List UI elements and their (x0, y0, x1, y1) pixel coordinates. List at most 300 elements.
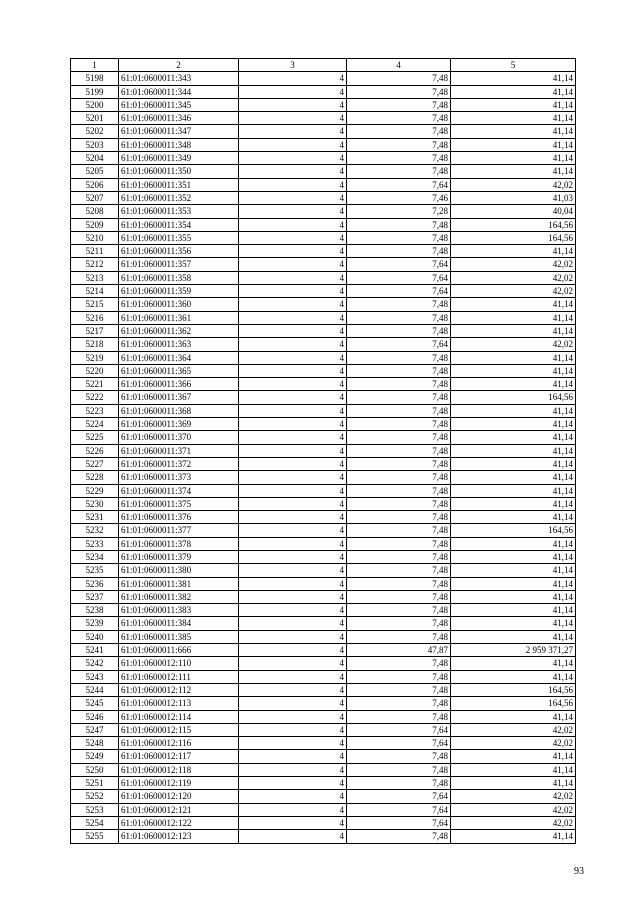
cadastral-number-cell: 61:01:0600011:376 (119, 511, 239, 524)
category-cell: 4 (239, 777, 347, 790)
category-cell: 4 (239, 723, 347, 736)
row-number-cell: 5204 (71, 152, 119, 165)
table-row (71, 191, 576, 204)
table-row (71, 85, 576, 98)
cadastral-number-cell: 61:01:0600011:380 (119, 564, 239, 577)
amount-cell: 42,02 (451, 338, 576, 351)
amount-cell: 42,02 (451, 816, 576, 829)
category-cell: 4 (239, 697, 347, 710)
value-cell: 7,48 (347, 524, 451, 537)
cadastral-number-cell: 61:01:0600011:666 (119, 644, 239, 657)
row-number-cell: 5226 (71, 444, 119, 457)
row-number-cell: 5236 (71, 577, 119, 590)
amount-cell: 41,14 (451, 484, 576, 497)
column-header-4: 4 (347, 59, 451, 72)
category-cell: 4 (239, 484, 347, 497)
value-cell: 7,48 (347, 590, 451, 603)
table-row (71, 338, 576, 351)
cadastral-number-cell: 61:01:0600011:360 (119, 298, 239, 311)
category-cell: 4 (239, 617, 347, 630)
amount-cell: 42,02 (451, 723, 576, 736)
table-row (71, 737, 576, 750)
table-row (71, 830, 576, 843)
category-cell: 4 (239, 205, 347, 218)
table-row (71, 324, 576, 337)
cadastral-number-cell: 61:01:0600011:383 (119, 604, 239, 617)
row-number-cell: 5243 (71, 670, 119, 683)
amount-cell: 41,14 (451, 590, 576, 603)
cadastral-number-cell: 61:01:0600011:364 (119, 351, 239, 364)
table-row (71, 777, 576, 790)
category-cell: 4 (239, 311, 347, 324)
value-cell: 7,48 (347, 670, 451, 683)
cadastral-number-cell: 61:01:0600012:110 (119, 657, 239, 670)
row-number-cell: 5249 (71, 750, 119, 763)
cadastral-number-cell: 61:01:0600011:369 (119, 418, 239, 431)
table-row (71, 537, 576, 550)
table-row (71, 391, 576, 404)
cadastral-number-cell: 61:01:0600012:113 (119, 697, 239, 710)
cadastral-number-cell: 61:01:0600012:123 (119, 830, 239, 843)
value-cell: 7,64 (347, 816, 451, 829)
cadastral-number-cell: 61:01:0600011:367 (119, 391, 239, 404)
table-row (71, 750, 576, 763)
row-number-cell: 5201 (71, 112, 119, 125)
amount-cell: 41,14 (451, 564, 576, 577)
cadastral-number-cell: 61:01:0600011:352 (119, 191, 239, 204)
table-row (71, 298, 576, 311)
cadastral-number-cell: 61:01:0600012:121 (119, 803, 239, 816)
category-cell: 4 (239, 577, 347, 590)
value-cell: 7,48 (347, 763, 451, 776)
amount-cell: 41,14 (451, 444, 576, 457)
value-cell: 7,48 (347, 444, 451, 457)
category-cell: 4 (239, 657, 347, 670)
table-row (71, 404, 576, 417)
amount-cell: 41,14 (451, 378, 576, 391)
cadastral-number-cell: 61:01:0600011:379 (119, 550, 239, 563)
table-header (71, 59, 576, 72)
value-cell: 7,48 (347, 497, 451, 510)
table-row (71, 564, 576, 577)
amount-cell: 41,14 (451, 550, 576, 563)
amount-cell: 41,14 (451, 418, 576, 431)
value-cell: 7,48 (347, 750, 451, 763)
row-number-cell: 5237 (71, 590, 119, 603)
value-cell: 7,48 (347, 710, 451, 723)
amount-cell: 42,02 (451, 803, 576, 816)
row-number-cell: 5219 (71, 351, 119, 364)
cadastral-number-cell: 61:01:0600011:357 (119, 258, 239, 271)
amount-cell: 41,14 (451, 152, 576, 165)
cadastral-number-cell: 61:01:0600011:349 (119, 152, 239, 165)
amount-cell: 41,03 (451, 191, 576, 204)
category-cell: 4 (239, 218, 347, 231)
category-cell: 4 (239, 351, 347, 364)
value-cell: 7,48 (347, 152, 451, 165)
category-cell: 4 (239, 298, 347, 311)
row-number-cell: 5210 (71, 231, 119, 244)
cadastral-number-cell: 61:01:0600012:115 (119, 723, 239, 736)
amount-cell: 42,02 (451, 178, 576, 191)
row-number-cell: 5215 (71, 298, 119, 311)
cadastral-number-cell: 61:01:0600012:120 (119, 790, 239, 803)
table-body (71, 72, 576, 843)
amount-cell: 41,14 (451, 750, 576, 763)
amount-cell: 41,14 (451, 830, 576, 843)
table-row (71, 138, 576, 151)
category-cell: 4 (239, 550, 347, 563)
amount-cell: 41,14 (451, 777, 576, 790)
row-number-cell: 5198 (71, 72, 119, 85)
category-cell: 4 (239, 98, 347, 111)
amount-cell: 41,14 (451, 112, 576, 125)
value-cell: 7,48 (347, 550, 451, 563)
cadastral-number-cell: 61:01:0600011:382 (119, 590, 239, 603)
amount-cell: 41,14 (451, 670, 576, 683)
cadastral-number-cell: 61:01:0600011:370 (119, 431, 239, 444)
table-row (71, 125, 576, 138)
row-number-cell: 5203 (71, 138, 119, 151)
row-number-cell: 5240 (71, 630, 119, 643)
table-row (71, 457, 576, 470)
category-cell: 4 (239, 537, 347, 550)
table-row (71, 497, 576, 510)
value-cell: 7,46 (347, 191, 451, 204)
table-row (71, 683, 576, 696)
row-number-cell: 5245 (71, 697, 119, 710)
value-cell: 7,48 (347, 98, 451, 111)
cadastral-number-cell: 61:01:0600012:114 (119, 710, 239, 723)
row-number-cell: 5218 (71, 338, 119, 351)
row-number-cell: 5211 (71, 245, 119, 258)
row-number-cell: 5217 (71, 324, 119, 337)
category-cell: 4 (239, 790, 347, 803)
value-cell: 7,48 (347, 245, 451, 258)
table-row (71, 790, 576, 803)
row-number-cell: 5250 (71, 763, 119, 776)
column-header-5: 5 (451, 59, 576, 72)
amount-cell: 41,14 (451, 351, 576, 364)
category-cell: 4 (239, 404, 347, 417)
row-number-cell: 5222 (71, 391, 119, 404)
row-number-cell: 5248 (71, 737, 119, 750)
amount-cell: 164,56 (451, 683, 576, 696)
row-number-cell: 5225 (71, 431, 119, 444)
value-cell: 7,48 (347, 564, 451, 577)
value-cell: 7,64 (347, 723, 451, 736)
value-cell: 7,48 (347, 351, 451, 364)
cadastral-number-cell: 61:01:0600012:118 (119, 763, 239, 776)
row-number-cell: 5253 (71, 803, 119, 816)
column-header-3: 3 (239, 59, 347, 72)
row-number-cell: 5255 (71, 830, 119, 843)
cadastral-number-cell: 61:01:0600011:368 (119, 404, 239, 417)
amount-cell: 41,14 (451, 763, 576, 776)
category-cell: 4 (239, 444, 347, 457)
value-cell: 7,48 (347, 683, 451, 696)
category-cell: 4 (239, 737, 347, 750)
category-cell: 4 (239, 683, 347, 696)
value-cell: 7,48 (347, 231, 451, 244)
amount-cell: 41,14 (451, 311, 576, 324)
value-cell: 7,48 (347, 165, 451, 178)
category-cell: 4 (239, 750, 347, 763)
category-cell: 4 (239, 564, 347, 577)
table-row (71, 178, 576, 191)
category-cell: 4 (239, 816, 347, 829)
cadastral-number-cell: 61:01:0600011:343 (119, 72, 239, 85)
amount-cell: 42,02 (451, 258, 576, 271)
table-row (71, 590, 576, 603)
row-number-cell: 5238 (71, 604, 119, 617)
table-row (71, 218, 576, 231)
table-row (71, 511, 576, 524)
category-cell: 4 (239, 710, 347, 723)
amount-cell: 42,02 (451, 790, 576, 803)
cadastral-number-cell: 61:01:0600012:111 (119, 670, 239, 683)
row-number-cell: 5239 (71, 617, 119, 630)
row-number-cell: 5213 (71, 271, 119, 284)
amount-cell: 164,56 (451, 218, 576, 231)
value-cell: 7,48 (347, 311, 451, 324)
row-number-cell: 5246 (71, 710, 119, 723)
cadastral-number-cell: 61:01:0600012:112 (119, 683, 239, 696)
value-cell: 7,48 (347, 125, 451, 138)
table-row (71, 550, 576, 563)
table-row (71, 364, 576, 377)
value-cell: 7,48 (347, 697, 451, 710)
value-cell: 7,48 (347, 537, 451, 550)
row-number-cell: 5242 (71, 657, 119, 670)
cadastral-number-cell: 61:01:0600011:347 (119, 125, 239, 138)
category-cell: 4 (239, 524, 347, 537)
row-number-cell: 5252 (71, 790, 119, 803)
category-cell: 4 (239, 112, 347, 125)
value-cell: 7,64 (347, 737, 451, 750)
value-cell: 7,48 (347, 577, 451, 590)
cadastral-number-cell: 61:01:0600011:350 (119, 165, 239, 178)
value-cell: 7,48 (347, 777, 451, 790)
table-row (71, 617, 576, 630)
cadastral-number-cell: 61:01:0600011:375 (119, 497, 239, 510)
amount-cell: 41,14 (451, 497, 576, 510)
value-cell: 7,64 (347, 803, 451, 816)
amount-cell: 42,02 (451, 271, 576, 284)
row-number-cell: 5233 (71, 537, 119, 550)
category-cell: 4 (239, 364, 347, 377)
amount-cell: 41,14 (451, 85, 576, 98)
value-cell: 7,64 (347, 178, 451, 191)
row-number-cell: 5209 (71, 218, 119, 231)
category-cell: 4 (239, 418, 347, 431)
value-cell: 7,48 (347, 298, 451, 311)
cadastral-number-cell: 61:01:0600011:361 (119, 311, 239, 324)
category-cell: 4 (239, 511, 347, 524)
table-row (71, 484, 576, 497)
table-row (71, 285, 576, 298)
header-row (71, 59, 576, 72)
value-cell: 7,48 (347, 431, 451, 444)
amount-cell: 40,04 (451, 205, 576, 218)
row-number-cell: 5254 (71, 816, 119, 829)
amount-cell: 41,14 (451, 577, 576, 590)
cadastral-number-cell: 61:01:0600011:348 (119, 138, 239, 151)
category-cell: 4 (239, 138, 347, 151)
cadastral-number-cell: 61:01:0600011:385 (119, 630, 239, 643)
category-cell: 4 (239, 85, 347, 98)
value-cell: 7,48 (347, 218, 451, 231)
category-cell: 4 (239, 590, 347, 603)
cadastral-number-cell: 61:01:0600011:381 (119, 577, 239, 590)
cadastral-number-cell: 61:01:0600011:365 (119, 364, 239, 377)
amount-cell: 41,14 (451, 245, 576, 258)
table-row (71, 205, 576, 218)
cadastral-number-cell: 61:01:0600011:359 (119, 285, 239, 298)
category-cell: 4 (239, 72, 347, 85)
category-cell: 4 (239, 830, 347, 843)
row-number-cell: 5206 (71, 178, 119, 191)
value-cell: 7,64 (347, 338, 451, 351)
value-cell: 7,48 (347, 378, 451, 391)
row-number-cell: 5205 (71, 165, 119, 178)
category-cell: 4 (239, 178, 347, 191)
value-cell: 7,48 (347, 657, 451, 670)
table-row (71, 803, 576, 816)
amount-cell: 41,14 (451, 431, 576, 444)
cadastral-number-cell: 61:01:0600011:377 (119, 524, 239, 537)
row-number-cell: 5229 (71, 484, 119, 497)
cadastral-number-cell: 61:01:0600011:356 (119, 245, 239, 258)
value-cell: 7,48 (347, 324, 451, 337)
category-cell: 4 (239, 245, 347, 258)
value-cell: 7,48 (347, 457, 451, 470)
cadastral-number-cell: 61:01:0600011:374 (119, 484, 239, 497)
category-cell: 4 (239, 258, 347, 271)
row-number-cell: 5208 (71, 205, 119, 218)
category-cell: 4 (239, 431, 347, 444)
value-cell: 7,48 (347, 471, 451, 484)
cadastral-number-cell: 61:01:0600011:384 (119, 617, 239, 630)
value-cell: 7,64 (347, 271, 451, 284)
table-row (71, 471, 576, 484)
value-cell: 7,48 (347, 404, 451, 417)
table-row (71, 670, 576, 683)
value-cell: 7,48 (347, 604, 451, 617)
category-cell: 4 (239, 471, 347, 484)
value-cell: 7,48 (347, 138, 451, 151)
row-number-cell: 5216 (71, 311, 119, 324)
cadastral-number-cell: 61:01:0600011:362 (119, 324, 239, 337)
value-cell: 47,87 (347, 644, 451, 657)
cadastral-table (70, 58, 576, 844)
amount-cell: 42,02 (451, 285, 576, 298)
row-number-cell: 5241 (71, 644, 119, 657)
cadastral-number-cell: 61:01:0600011:358 (119, 271, 239, 284)
table-row (71, 378, 576, 391)
row-number-cell: 5227 (71, 457, 119, 470)
cadastral-number-cell: 61:01:0600011:354 (119, 218, 239, 231)
table-row (71, 98, 576, 111)
amount-cell: 41,14 (451, 165, 576, 178)
category-cell: 4 (239, 125, 347, 138)
amount-cell: 41,14 (451, 604, 576, 617)
table-row (71, 72, 576, 85)
value-cell: 7,64 (347, 258, 451, 271)
cadastral-number-cell: 61:01:0600011:353 (119, 205, 239, 218)
table-row (71, 644, 576, 657)
table-row (71, 311, 576, 324)
cadastral-number-cell: 61:01:0600012:116 (119, 737, 239, 750)
amount-cell: 41,14 (451, 324, 576, 337)
amount-cell: 41,14 (451, 404, 576, 417)
amount-cell: 164,56 (451, 231, 576, 244)
cadastral-number-cell: 61:01:0600011:378 (119, 537, 239, 550)
value-cell: 7,48 (347, 511, 451, 524)
cadastral-number-cell: 61:01:0600011:346 (119, 112, 239, 125)
row-number-cell: 5235 (71, 564, 119, 577)
amount-cell: 164,56 (451, 697, 576, 710)
cadastral-number-cell: 61:01:0600011:345 (119, 98, 239, 111)
table-row (71, 431, 576, 444)
amount-cell: 41,14 (451, 457, 576, 470)
table-row (71, 165, 576, 178)
value-cell: 7,64 (347, 285, 451, 298)
table-row (71, 271, 576, 284)
value-cell: 7,48 (347, 391, 451, 404)
table-row (71, 112, 576, 125)
amount-cell: 164,56 (451, 391, 576, 404)
row-number-cell: 5232 (71, 524, 119, 537)
table-row (71, 816, 576, 829)
category-cell: 4 (239, 497, 347, 510)
table-row (71, 697, 576, 710)
category-cell: 4 (239, 604, 347, 617)
amount-cell: 42,02 (451, 737, 576, 750)
category-cell: 4 (239, 630, 347, 643)
category-cell: 4 (239, 457, 347, 470)
row-number-cell: 5251 (71, 777, 119, 790)
row-number-cell: 5212 (71, 258, 119, 271)
amount-cell: 41,14 (451, 125, 576, 138)
row-number-cell: 5202 (71, 125, 119, 138)
category-cell: 4 (239, 763, 347, 776)
amount-cell: 41,14 (451, 710, 576, 723)
amount-cell: 41,14 (451, 72, 576, 85)
value-cell: 7,48 (347, 418, 451, 431)
cadastral-number-cell: 61:01:0600011:372 (119, 457, 239, 470)
table-row (71, 444, 576, 457)
amount-cell: 164,56 (451, 524, 576, 537)
category-cell: 4 (239, 231, 347, 244)
value-cell: 7,48 (347, 830, 451, 843)
value-cell: 7,48 (347, 484, 451, 497)
value-cell: 7,48 (347, 630, 451, 643)
row-number-cell: 5230 (71, 497, 119, 510)
table-row (71, 245, 576, 258)
amount-cell: 41,14 (451, 630, 576, 643)
category-cell: 4 (239, 644, 347, 657)
category-cell: 4 (239, 391, 347, 404)
table-row (71, 231, 576, 244)
cadastral-number-cell: 61:01:0600012:117 (119, 750, 239, 763)
row-number-cell: 5207 (71, 191, 119, 204)
table-row (71, 351, 576, 364)
cadastral-number-cell: 61:01:0600011:366 (119, 378, 239, 391)
amount-cell: 41,14 (451, 511, 576, 524)
row-number-cell: 5247 (71, 723, 119, 736)
row-number-cell: 5228 (71, 471, 119, 484)
